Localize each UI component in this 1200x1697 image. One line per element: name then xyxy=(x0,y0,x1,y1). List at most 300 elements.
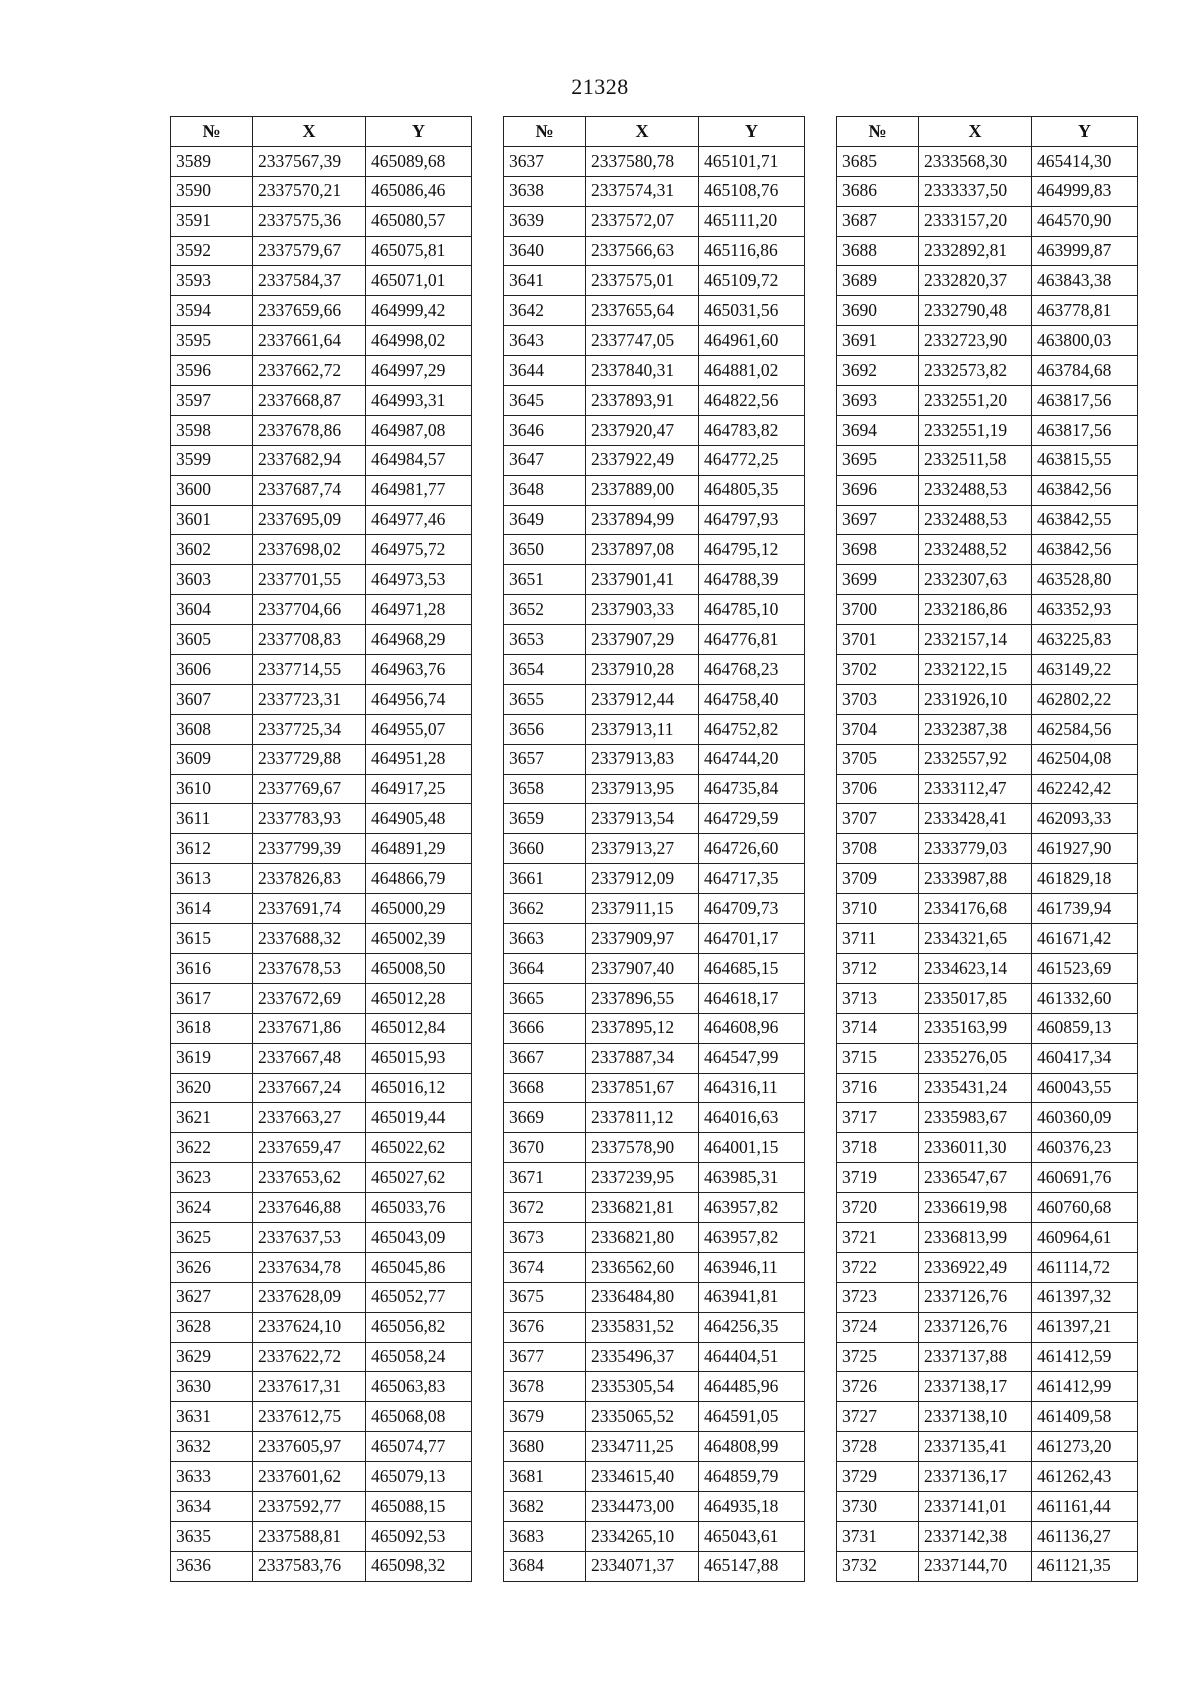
table-row xyxy=(837,1342,1138,1372)
table-row xyxy=(171,983,472,1013)
cell-no: 3628 xyxy=(171,1312,253,1342)
cell-no: 3705 xyxy=(837,744,919,774)
cell-no: 3638 xyxy=(504,176,586,206)
table-row xyxy=(504,774,805,804)
cell-y: 465147,88 xyxy=(699,1551,805,1581)
cell-no: 3725 xyxy=(837,1342,919,1372)
cell-y: 464758,40 xyxy=(699,684,805,714)
cell-y: 461412,99 xyxy=(1032,1372,1138,1402)
cell-x: 2335831,52 xyxy=(586,1312,699,1342)
cell-x: 2337584,37 xyxy=(253,266,366,296)
table-row xyxy=(837,1043,1138,1073)
cell-no: 3686 xyxy=(837,176,919,206)
table-row xyxy=(504,834,805,864)
cell-y: 464917,25 xyxy=(366,774,472,804)
cell-y: 465027,62 xyxy=(366,1163,472,1193)
cell-x: 2332557,92 xyxy=(919,744,1032,774)
cell-x: 2337144,70 xyxy=(919,1551,1032,1581)
cell-x: 2337708,83 xyxy=(253,625,366,655)
cell-no: 3611 xyxy=(171,804,253,834)
cell-x: 2337896,55 xyxy=(586,983,699,1013)
cell-no: 3706 xyxy=(837,774,919,804)
cell-x: 2336484,80 xyxy=(586,1282,699,1312)
table-row xyxy=(837,744,1138,774)
header-x: X xyxy=(919,117,1032,147)
table-row xyxy=(504,1163,805,1193)
cell-x: 2337566,63 xyxy=(586,236,699,266)
cell-no: 3647 xyxy=(504,445,586,475)
cell-x: 2337725,34 xyxy=(253,714,366,744)
header-row xyxy=(504,117,805,147)
cell-y: 464016,63 xyxy=(699,1103,805,1133)
table-row xyxy=(837,1402,1138,1432)
cell-y: 464685,15 xyxy=(699,953,805,983)
cell-no: 3703 xyxy=(837,684,919,714)
cell-no: 3695 xyxy=(837,445,919,475)
cell-x: 2337691,74 xyxy=(253,894,366,924)
table-row xyxy=(171,1521,472,1551)
cell-no: 3667 xyxy=(504,1043,586,1073)
table-row xyxy=(171,1342,472,1372)
cell-x: 2337575,01 xyxy=(586,266,699,296)
cell-no: 3658 xyxy=(504,774,586,804)
cell-y: 465080,57 xyxy=(366,206,472,236)
cell-y: 461829,18 xyxy=(1032,864,1138,894)
cell-y: 465016,12 xyxy=(366,1073,472,1103)
cell-no: 3656 xyxy=(504,714,586,744)
cell-no: 3626 xyxy=(171,1252,253,1282)
cell-no: 3723 xyxy=(837,1282,919,1312)
header-no: № xyxy=(504,117,586,147)
cell-x: 2337826,83 xyxy=(253,864,366,894)
table-row xyxy=(171,1312,472,1342)
page-number: 21328 xyxy=(571,74,629,99)
header-y: Y xyxy=(1032,117,1138,147)
cell-no: 3606 xyxy=(171,655,253,685)
cell-y: 464993,31 xyxy=(366,386,472,416)
cell-y: 461161,44 xyxy=(1032,1491,1138,1521)
table-row xyxy=(837,356,1138,386)
cell-no: 3675 xyxy=(504,1282,586,1312)
cell-x: 2336813,99 xyxy=(919,1222,1032,1252)
cell-x: 2337142,38 xyxy=(919,1521,1032,1551)
cell-no: 3660 xyxy=(504,834,586,864)
cell-x: 2332122,15 xyxy=(919,655,1032,685)
cell-no: 3657 xyxy=(504,744,586,774)
cell-y: 461332,60 xyxy=(1032,983,1138,1013)
cell-x: 2337667,48 xyxy=(253,1043,366,1073)
table-row xyxy=(837,535,1138,565)
table-row xyxy=(504,565,805,595)
cell-no: 3633 xyxy=(171,1462,253,1492)
cell-x: 2332820,37 xyxy=(919,266,1032,296)
cell-no: 3681 xyxy=(504,1462,586,1492)
cell-no: 3653 xyxy=(504,625,586,655)
cell-x: 2337575,36 xyxy=(253,206,366,236)
cell-no: 3618 xyxy=(171,1013,253,1043)
table-row xyxy=(504,804,805,834)
cell-no: 3652 xyxy=(504,595,586,625)
cell-no: 3644 xyxy=(504,356,586,386)
table-row xyxy=(837,983,1138,1013)
cell-x: 2335163,99 xyxy=(919,1013,1032,1043)
cell-no: 3625 xyxy=(171,1222,253,1252)
cell-no: 3720 xyxy=(837,1193,919,1223)
cell-no: 3688 xyxy=(837,236,919,266)
table-row xyxy=(171,1163,472,1193)
table-row xyxy=(504,296,805,326)
table-row xyxy=(171,655,472,685)
cell-x: 2337704,66 xyxy=(253,595,366,625)
cell-y: 464999,42 xyxy=(366,296,472,326)
cell-no: 3593 xyxy=(171,266,253,296)
cell-y: 465071,01 xyxy=(366,266,472,296)
cell-no: 3669 xyxy=(504,1103,586,1133)
table-row xyxy=(504,625,805,655)
cell-x: 2337126,76 xyxy=(919,1312,1032,1342)
cell-no: 3671 xyxy=(504,1163,586,1193)
table-row xyxy=(837,1252,1138,1282)
table-row xyxy=(837,236,1138,266)
coordinate-table-3 xyxy=(836,116,1138,1582)
cell-no: 3594 xyxy=(171,296,253,326)
table-row xyxy=(504,894,805,924)
table-row xyxy=(837,1551,1138,1581)
cell-x: 2336922,49 xyxy=(919,1252,1032,1282)
table-row xyxy=(504,505,805,535)
cell-y: 462242,42 xyxy=(1032,774,1138,804)
cell-x: 2337628,09 xyxy=(253,1282,366,1312)
cell-no: 3609 xyxy=(171,744,253,774)
cell-no: 3629 xyxy=(171,1342,253,1372)
cell-x: 2337592,77 xyxy=(253,1491,366,1521)
cell-x: 2332307,63 xyxy=(919,565,1032,595)
cell-no: 3724 xyxy=(837,1312,919,1342)
table-row xyxy=(504,714,805,744)
cell-y: 464726,60 xyxy=(699,834,805,864)
cell-y: 465111,20 xyxy=(699,206,805,236)
table-row xyxy=(837,924,1138,954)
table-row xyxy=(504,445,805,475)
cell-no: 3694 xyxy=(837,415,919,445)
cell-no: 3612 xyxy=(171,834,253,864)
table-row xyxy=(171,1282,472,1312)
cell-y: 464808,99 xyxy=(699,1432,805,1462)
cell-no: 3721 xyxy=(837,1222,919,1252)
cell-x: 2337136,17 xyxy=(919,1462,1032,1492)
cell-x: 2337659,47 xyxy=(253,1133,366,1163)
cell-y: 464776,81 xyxy=(699,625,805,655)
table-row xyxy=(504,1222,805,1252)
table-row xyxy=(837,595,1138,625)
table-row xyxy=(504,1133,805,1163)
cell-y: 464785,10 xyxy=(699,595,805,625)
table-row xyxy=(837,1163,1138,1193)
cell-no: 3645 xyxy=(504,386,586,416)
cell-y: 465052,77 xyxy=(366,1282,472,1312)
cell-y: 463985,31 xyxy=(699,1163,805,1193)
cell-no: 3603 xyxy=(171,565,253,595)
cell-y: 463957,82 xyxy=(699,1193,805,1223)
cell-no: 3643 xyxy=(504,326,586,356)
cell-y: 464968,29 xyxy=(366,625,472,655)
header-no: № xyxy=(837,117,919,147)
cell-no: 3619 xyxy=(171,1043,253,1073)
cell-y: 461412,59 xyxy=(1032,1342,1138,1372)
cell-y: 461671,42 xyxy=(1032,924,1138,954)
cell-y: 460376,23 xyxy=(1032,1133,1138,1163)
table-row xyxy=(504,1252,805,1282)
cell-y: 464256,35 xyxy=(699,1312,805,1342)
cell-x: 2337903,33 xyxy=(586,595,699,625)
cell-x: 2337897,08 xyxy=(586,535,699,565)
cell-y: 463817,56 xyxy=(1032,415,1138,445)
coordinate-table-2 xyxy=(503,116,805,1582)
cell-x: 2335276,05 xyxy=(919,1043,1032,1073)
cell-y: 464935,18 xyxy=(699,1491,805,1521)
cell-y: 465000,29 xyxy=(366,894,472,924)
cell-x: 2337840,31 xyxy=(586,356,699,386)
table-row xyxy=(171,953,472,983)
cell-y: 463352,93 xyxy=(1032,595,1138,625)
cell-no: 3631 xyxy=(171,1402,253,1432)
coordinate-table-1 xyxy=(170,116,472,1582)
table-row xyxy=(504,415,805,445)
cell-x: 2337783,93 xyxy=(253,804,366,834)
cell-x: 2337135,41 xyxy=(919,1432,1032,1462)
cell-y: 464001,15 xyxy=(699,1133,805,1163)
cell-y: 464975,72 xyxy=(366,535,472,565)
cell-y: 463784,68 xyxy=(1032,356,1138,386)
cell-no: 3637 xyxy=(504,146,586,176)
table-row xyxy=(837,386,1138,416)
cell-y: 464788,39 xyxy=(699,565,805,595)
cell-y: 464709,73 xyxy=(699,894,805,924)
cell-x: 2332488,53 xyxy=(919,475,1032,505)
table-row xyxy=(504,924,805,954)
cell-y: 461739,94 xyxy=(1032,894,1138,924)
cell-y: 464608,96 xyxy=(699,1013,805,1043)
cell-no: 3726 xyxy=(837,1372,919,1402)
cell-no: 3661 xyxy=(504,864,586,894)
cell-y: 465079,13 xyxy=(366,1462,472,1492)
table-row xyxy=(837,505,1138,535)
cell-y: 464795,12 xyxy=(699,535,805,565)
cell-no: 3691 xyxy=(837,326,919,356)
cell-no: 3682 xyxy=(504,1491,586,1521)
cell-y: 464591,05 xyxy=(699,1402,805,1432)
table-row xyxy=(171,1103,472,1133)
table-row xyxy=(171,386,472,416)
header-row xyxy=(171,117,472,147)
cell-x: 2332387,38 xyxy=(919,714,1032,744)
cell-x: 2337138,17 xyxy=(919,1372,1032,1402)
cell-no: 3610 xyxy=(171,774,253,804)
cell-x: 2337913,27 xyxy=(586,834,699,864)
cell-no: 3666 xyxy=(504,1013,586,1043)
table-row xyxy=(504,386,805,416)
cell-no: 3615 xyxy=(171,924,253,954)
cell-y: 465086,46 xyxy=(366,176,472,206)
cell-y: 464999,83 xyxy=(1032,176,1138,206)
cell-y: 462584,56 xyxy=(1032,714,1138,744)
cell-y: 463778,81 xyxy=(1032,296,1138,326)
cell-no: 3689 xyxy=(837,266,919,296)
cell-x: 2337583,76 xyxy=(253,1551,366,1581)
cell-x: 2337663,27 xyxy=(253,1103,366,1133)
cell-x: 2333779,03 xyxy=(919,834,1032,864)
table-row xyxy=(504,1402,805,1432)
cell-no: 3605 xyxy=(171,625,253,655)
cell-y: 464701,17 xyxy=(699,924,805,954)
cell-no: 3614 xyxy=(171,894,253,924)
table-row xyxy=(837,864,1138,894)
cell-y: 464971,28 xyxy=(366,595,472,625)
cell-no: 3592 xyxy=(171,236,253,266)
header-y: Y xyxy=(366,117,472,147)
table-row xyxy=(504,1193,805,1223)
cell-y: 460859,13 xyxy=(1032,1013,1138,1043)
table-row xyxy=(504,864,805,894)
cell-y: 465002,39 xyxy=(366,924,472,954)
cell-x: 2337578,90 xyxy=(586,1133,699,1163)
cell-no: 3732 xyxy=(837,1551,919,1581)
cell-x: 2337912,09 xyxy=(586,864,699,894)
table-row xyxy=(837,804,1138,834)
table-row xyxy=(504,326,805,356)
cell-y: 462093,33 xyxy=(1032,804,1138,834)
cell-y: 465022,62 xyxy=(366,1133,472,1163)
cell-x: 2336821,80 xyxy=(586,1222,699,1252)
table-row xyxy=(504,684,805,714)
table-row xyxy=(837,894,1138,924)
cell-x: 2334473,00 xyxy=(586,1491,699,1521)
table-row xyxy=(837,296,1138,326)
cell-y: 465108,76 xyxy=(699,176,805,206)
cell-x: 2336562,60 xyxy=(586,1252,699,1282)
table-row xyxy=(171,475,472,505)
table-row xyxy=(504,1013,805,1043)
table-row xyxy=(171,565,472,595)
cell-no: 3718 xyxy=(837,1133,919,1163)
cell-y: 463800,03 xyxy=(1032,326,1138,356)
cell-x: 2336619,98 xyxy=(919,1193,1032,1223)
cell-y: 464485,96 xyxy=(699,1372,805,1402)
table-row xyxy=(171,744,472,774)
cell-x: 2332551,19 xyxy=(919,415,1032,445)
cell-no: 3648 xyxy=(504,475,586,505)
cell-x: 2331926,10 xyxy=(919,684,1032,714)
cell-y: 464729,59 xyxy=(699,804,805,834)
table-row xyxy=(504,176,805,206)
cell-y: 465033,76 xyxy=(366,1193,472,1223)
table-row xyxy=(504,356,805,386)
cell-x: 2337588,81 xyxy=(253,1521,366,1551)
cell-x: 2337687,74 xyxy=(253,475,366,505)
cell-no: 3697 xyxy=(837,505,919,535)
cell-no: 3639 xyxy=(504,206,586,236)
cell-x: 2337634,78 xyxy=(253,1252,366,1282)
cell-no: 3673 xyxy=(504,1222,586,1252)
cell-x: 2337701,55 xyxy=(253,565,366,595)
cell-y: 463957,82 xyxy=(699,1222,805,1252)
cell-x: 2332157,14 xyxy=(919,625,1032,655)
cell-y: 465019,44 xyxy=(366,1103,472,1133)
cell-x: 2337811,12 xyxy=(586,1103,699,1133)
cell-y: 464547,99 xyxy=(699,1043,805,1073)
table-row xyxy=(837,565,1138,595)
cell-y: 465012,28 xyxy=(366,983,472,1013)
cell-x: 2337851,67 xyxy=(586,1073,699,1103)
cell-no: 3627 xyxy=(171,1282,253,1312)
table-row xyxy=(504,1491,805,1521)
cell-x: 2337907,29 xyxy=(586,625,699,655)
table-row xyxy=(837,326,1138,356)
cell-x: 2337653,62 xyxy=(253,1163,366,1193)
cell-no: 3707 xyxy=(837,804,919,834)
cell-no: 3672 xyxy=(504,1193,586,1223)
cell-x: 2334623,14 xyxy=(919,953,1032,983)
table-row xyxy=(837,1432,1138,1462)
cell-y: 464752,82 xyxy=(699,714,805,744)
cell-x: 2337637,53 xyxy=(253,1222,366,1252)
cell-no: 3654 xyxy=(504,655,586,685)
cell-x: 2332723,90 xyxy=(919,326,1032,356)
cell-no: 3655 xyxy=(504,684,586,714)
table-row xyxy=(837,176,1138,206)
cell-no: 3704 xyxy=(837,714,919,744)
table-row xyxy=(171,415,472,445)
cell-no: 3662 xyxy=(504,894,586,924)
header-y: Y xyxy=(699,117,805,147)
cell-x: 2337723,31 xyxy=(253,684,366,714)
cell-no: 3715 xyxy=(837,1043,919,1073)
table-row xyxy=(837,1312,1138,1342)
cell-x: 2332551,20 xyxy=(919,386,1032,416)
cell-y: 464905,48 xyxy=(366,804,472,834)
cell-no: 3676 xyxy=(504,1312,586,1342)
table-row xyxy=(171,146,472,176)
cell-no: 3632 xyxy=(171,1432,253,1462)
cell-y: 464797,93 xyxy=(699,505,805,535)
table-row xyxy=(504,1282,805,1312)
cell-x: 2337141,01 xyxy=(919,1491,1032,1521)
cell-x: 2337887,34 xyxy=(586,1043,699,1073)
cell-no: 3598 xyxy=(171,415,253,445)
cell-y: 462504,08 xyxy=(1032,744,1138,774)
cell-x: 2337572,07 xyxy=(586,206,699,236)
cell-x: 2337126,76 xyxy=(919,1282,1032,1312)
cell-no: 3622 xyxy=(171,1133,253,1163)
cell-y: 465068,08 xyxy=(366,1402,472,1432)
cell-x: 2337901,41 xyxy=(586,565,699,595)
table-row xyxy=(837,1282,1138,1312)
cell-y: 464822,56 xyxy=(699,386,805,416)
cell-x: 2335017,85 xyxy=(919,983,1032,1013)
cell-y: 464805,35 xyxy=(699,475,805,505)
cell-y: 465074,77 xyxy=(366,1432,472,1462)
cell-x: 2332488,53 xyxy=(919,505,1032,535)
cell-no: 3664 xyxy=(504,953,586,983)
cell-y: 464955,07 xyxy=(366,714,472,744)
table-row xyxy=(171,1551,472,1581)
table-row xyxy=(171,1073,472,1103)
cell-y: 463149,22 xyxy=(1032,655,1138,685)
cell-y: 463528,80 xyxy=(1032,565,1138,595)
cell-y: 463815,55 xyxy=(1032,445,1138,475)
cell-x: 2337910,28 xyxy=(586,655,699,685)
table-row xyxy=(171,625,472,655)
